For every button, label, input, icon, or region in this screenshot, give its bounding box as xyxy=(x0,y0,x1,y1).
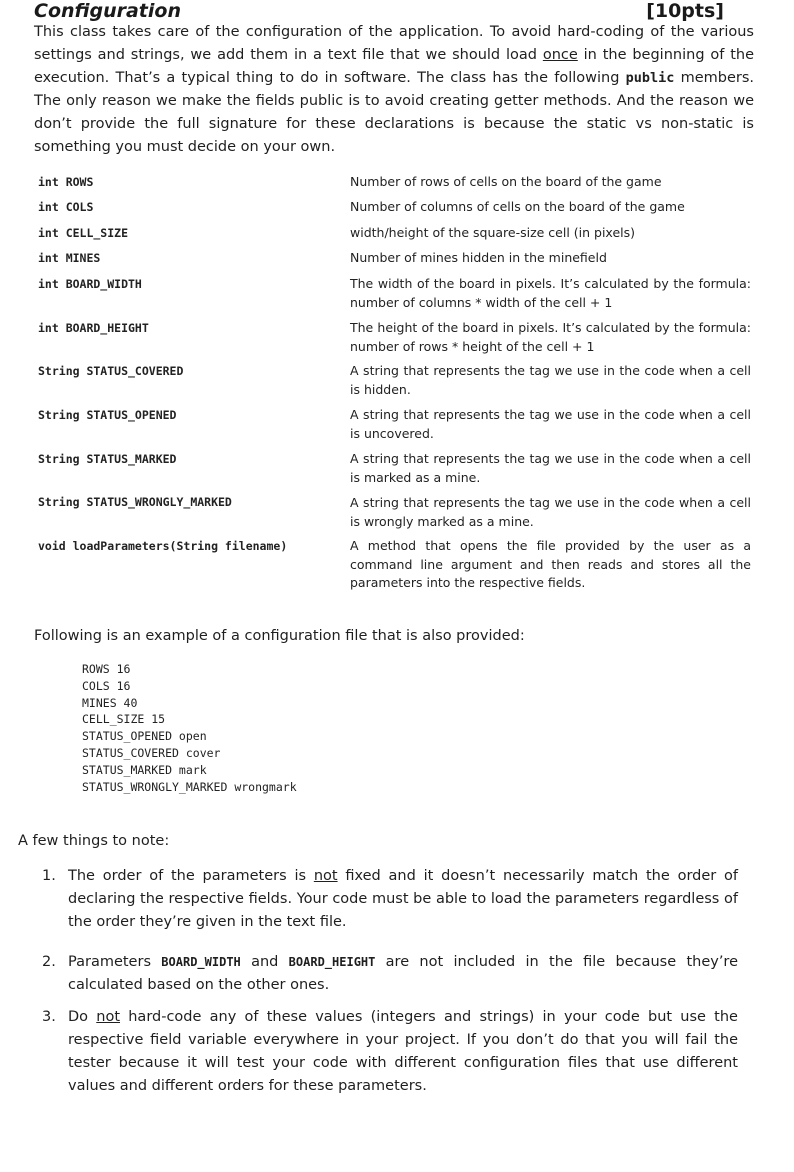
code-line: COLS 16 xyxy=(82,678,131,693)
field-description: The height of the board in pixels. It’s calculated by the formula: number of rows * height of the cell + 1 xyxy=(350,320,751,354)
field-name: int ROWS xyxy=(38,175,94,189)
section-header xyxy=(34,0,724,22)
note-item xyxy=(42,1006,738,1098)
field-description: A string that represents the tag we use in the code when a cell is uncovered. xyxy=(350,407,751,441)
field-description: A string that represents the tag we use in the code when a cell is wrongly marked as a mine. xyxy=(350,495,751,529)
intro-text-1: This class takes care of the configuration of the application. To avoid hard-coding of the various settings and strings, we add them in a text file that we should load xyxy=(34,24,754,63)
field-description: Number of columns of cells on the board of the game xyxy=(350,199,685,214)
field-name: String STATUS_MARKED xyxy=(38,452,177,466)
code-line: STATUS_COVERED cover xyxy=(82,745,221,760)
note-text: fixed and it doesn’t necessarily match the order of declaring the respective fields. Your code must be able to load the parameters regardless of the order they’re given in the text file. xyxy=(68,868,738,930)
note-item xyxy=(42,951,738,997)
note-number: 1. xyxy=(42,868,56,884)
field-description: Number of mines hidden in the minefield xyxy=(350,250,607,265)
method-signature: void loadParameters(String filename) xyxy=(38,539,288,553)
note-keyword: BOARD_HEIGHT xyxy=(288,955,376,969)
field-description: A method that opens the file provided by the user as a command line argument and then reads and stores all the parameters into the respective fields. xyxy=(350,538,751,590)
field-description: width/height of the square-size cell (in pixels) xyxy=(350,225,635,240)
field-name: String STATUS_OPENED xyxy=(38,408,177,422)
code-line: STATUS_OPENED open xyxy=(82,729,207,744)
section-title: Configuration xyxy=(34,0,181,22)
field-name: int COLS xyxy=(38,200,94,214)
example-intro: Following is an example of a configuration file that is also provided: xyxy=(34,628,525,644)
field-name: String STATUS_WRONGLY_MARKED xyxy=(38,495,232,509)
field-name: int BOARD_WIDTH xyxy=(38,277,142,291)
code-line: MINES 40 xyxy=(82,695,138,710)
note-text: Do xyxy=(68,1009,97,1025)
code-line: ROWS 16 xyxy=(82,662,131,676)
field-name: String STATUS_COVERED xyxy=(38,364,184,378)
intro-once: once xyxy=(542,47,578,63)
note-item xyxy=(42,865,738,934)
intro-text-2: in the beginning of the execution. That’s a typical thing to do in software. The class has the following xyxy=(34,47,754,86)
points-label: [10pts] xyxy=(646,0,724,22)
field-name: int CELL_SIZE xyxy=(38,226,129,240)
note-underline: not xyxy=(313,868,338,884)
field-name: int MINES xyxy=(38,251,101,265)
note-text: are not included in the file because they’re calculated based on the other ones. xyxy=(68,954,739,993)
intro-text-3: members. The only reason we make the fields public is to avoid creating getter methods. And the reason we don’t provide the full signature for these declarations is because the static vs non-static is something you must decide on your own. xyxy=(34,70,755,155)
note-number: 3. xyxy=(42,1009,56,1025)
field-description: The width of the board in pixels. It’s calculated by the formula: number of columns * width of the cell + 1 xyxy=(350,276,751,310)
field-name: int BOARD_HEIGHT xyxy=(38,321,149,335)
field-description: A string that represents the tag we use in the code when a cell is hidden. xyxy=(350,363,751,397)
note-text: and xyxy=(240,954,289,970)
code-line: STATUS_WRONGLY_MARKED wrongmark xyxy=(82,779,297,794)
note-underline: not xyxy=(96,1009,121,1025)
field-description: Number of rows of cells on the board of the game xyxy=(350,174,662,189)
note-text: The order of the parameters is xyxy=(68,868,314,884)
note-number: 2. xyxy=(42,954,56,970)
field-description: A string that represents the tag we use in the code when a cell is marked as a mine. xyxy=(350,451,751,485)
note-keyword: BOARD_WIDTH xyxy=(161,955,241,969)
notes-title: A few things to note: xyxy=(18,833,170,849)
code-line: STATUS_MARKED mark xyxy=(82,762,207,777)
intro-paragraph xyxy=(34,21,754,159)
note-text: hard-code any of these values (integers and strings) in your code but use the respective field variable everywhere in your project. If you don’t do that you will fail the tester because it will test your code with different configuration files that use different values and different orders for these parameters. xyxy=(68,1009,738,1094)
note-text: Parameters xyxy=(68,954,162,970)
config-code-block xyxy=(82,661,297,795)
code-line: CELL_SIZE 15 xyxy=(82,712,166,727)
intro-public-keyword: public xyxy=(625,70,675,86)
